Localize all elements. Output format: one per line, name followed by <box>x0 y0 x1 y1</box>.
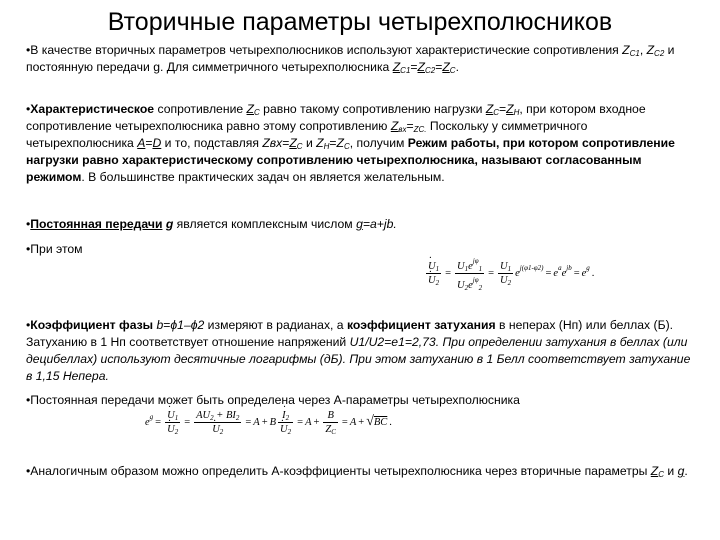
text: В качестве вторичных параметров четырехполюсников используют характеристические сопротивления <box>30 43 623 57</box>
sub: C1 <box>629 49 640 58</box>
operator: + <box>358 417 365 428</box>
bold-definition: Режим работы, при котором сопротивление нагрузки равно характеристическому сопротивлению четырехполюсника, называют согласованным режимом <box>26 136 675 184</box>
var-d: D <box>152 136 162 150</box>
sub: C <box>296 142 303 151</box>
text: = <box>410 60 418 74</box>
var-b: b <box>156 318 164 332</box>
var-e: e <box>515 267 520 279</box>
var-au: AU <box>196 410 211 421</box>
sub: 1 <box>478 265 483 273</box>
var-e: e <box>561 267 567 279</box>
text: сопротивление <box>154 102 247 116</box>
paragraph-propagation-constant <box>26 216 698 233</box>
sub: C <box>254 108 260 117</box>
sup: jφ <box>472 276 479 284</box>
paragraph-thus <box>26 241 698 258</box>
text: При этом <box>30 242 83 256</box>
var-u: · U <box>428 261 436 272</box>
var-e: e <box>553 267 559 279</box>
sqrt-sign: √ <box>366 413 374 429</box>
text: Аналогичным образом можно определить А-коэффициенты четырехполюсника через вторичные параметры <box>30 464 651 478</box>
var-z: Z <box>442 60 450 74</box>
sub: 2 <box>507 279 512 287</box>
text: равно такому сопротивлению нагрузки <box>259 102 486 116</box>
var-u: U <box>500 261 508 272</box>
sub: 2 <box>464 284 469 292</box>
var-g: g <box>677 464 685 478</box>
var-z: Z <box>650 464 659 478</box>
fraction <box>498 260 513 287</box>
operator: = <box>341 417 348 428</box>
text: . <box>455 60 459 74</box>
sup: g <box>149 412 154 421</box>
text: и <box>664 464 678 478</box>
text: . <box>684 464 688 478</box>
var-z: Z <box>392 60 401 74</box>
var-u: · U <box>167 410 175 421</box>
bold-term: Характеристическое <box>30 102 155 116</box>
var-a: A <box>137 136 146 150</box>
fraction <box>278 409 293 436</box>
var-z: Z <box>246 102 254 116</box>
sub: Н <box>513 108 520 117</box>
text: и то, подставляя <box>161 136 263 150</box>
var-zin: Zвх <box>262 136 283 150</box>
var-z: Z <box>417 60 425 74</box>
operator: = <box>488 268 495 279</box>
var-z: Z <box>622 43 630 57</box>
text: = <box>282 136 290 150</box>
paragraph-secondary-params <box>26 42 698 76</box>
var-z: Z <box>646 43 655 57</box>
text: =a+jb. <box>362 217 397 231</box>
sub: 2 <box>478 284 483 292</box>
text: в неперах (Нп) или беллах (Б). Затуханию в 1 Нп соответствует отношение напряжений <box>26 318 674 349</box>
operator: . <box>389 417 392 428</box>
sub: 1 <box>174 414 179 422</box>
var-e: e <box>581 267 587 279</box>
var-u: · U <box>212 424 220 435</box>
sub: C2 <box>424 66 436 75</box>
formula-voltage-ratio <box>424 255 596 292</box>
text: = <box>145 136 153 150</box>
operator: = <box>245 417 252 428</box>
text: , при котором входное сопротивление четырехполюсника равно этому сопротивлению <box>26 102 646 133</box>
operator: = <box>545 268 552 279</box>
bullet: • <box>26 242 31 256</box>
var-e: e <box>468 280 473 291</box>
var-phi: ϕ <box>190 318 198 332</box>
text: 2=e1=2,73. При определении затухания в беллах (или децибеллах) используют десятичные логарифмы (дБ). При этом затуханию в 1 Белл соответствует затухание в 1,15 Непера. <box>26 335 691 383</box>
sub: C <box>343 142 350 151</box>
sub: C1 <box>400 66 411 75</box>
var-u: U <box>349 335 359 349</box>
var-z: Z <box>485 102 494 116</box>
sub: C <box>449 66 456 75</box>
fraction <box>455 255 484 292</box>
bullet: • <box>26 393 31 407</box>
sub: 2 <box>174 428 179 436</box>
var-u: · U <box>280 424 288 435</box>
text: 1– <box>177 318 191 332</box>
operator: = <box>445 268 452 279</box>
sub: C <box>331 428 336 436</box>
var-a: A <box>305 416 312 428</box>
sup: a <box>558 263 562 272</box>
paragraph-a-coefficients <box>26 463 698 480</box>
var-i: · I <box>282 410 286 421</box>
sub: 1 <box>507 265 512 273</box>
text: = <box>329 136 337 150</box>
text: 1/ <box>358 335 369 349</box>
bold-term: коэффициент затухания <box>346 318 496 332</box>
sub: C2 <box>654 49 665 58</box>
var-e: e <box>468 261 473 272</box>
var-bi: + BI <box>213 410 236 421</box>
page-title: Вторичные параметры четырехполюсников <box>107 8 613 36</box>
text: является комплексным числом <box>173 217 357 231</box>
var-b: B <box>269 416 277 428</box>
var-z: Z <box>316 136 324 150</box>
var-z: Z <box>390 119 399 133</box>
operator: = <box>155 417 162 428</box>
text: , <box>639 43 647 57</box>
fraction <box>323 409 338 436</box>
operator: + <box>313 417 320 428</box>
text: измеряют в радианах, а <box>204 318 347 332</box>
bullet: • <box>26 318 31 332</box>
formula-a-params <box>145 409 394 436</box>
var-phi: ϕ <box>170 318 178 332</box>
text: = <box>435 60 443 74</box>
text: и постоянную передачи g. Для симметричного четырехполюсника <box>26 43 675 74</box>
var-g: g <box>356 217 363 231</box>
text: = <box>499 102 507 116</box>
bullet: • <box>26 43 31 57</box>
var-z: Z <box>289 136 297 150</box>
bold-term: Коэффициент фазы <box>30 318 154 332</box>
sub: вх <box>398 125 407 134</box>
sup: jb <box>566 263 572 272</box>
operator: = <box>573 268 580 279</box>
text: Постоянная передачи может быть определена через А-параметры четырехполюсника <box>30 393 520 407</box>
sup: jφ <box>472 257 479 265</box>
operator: . <box>591 268 595 279</box>
bullet: • <box>26 217 31 231</box>
operator: = <box>297 417 304 428</box>
text: = <box>163 318 171 332</box>
var-a: A <box>349 416 357 428</box>
bullet: • <box>26 102 31 116</box>
var-bc: BC <box>373 416 388 428</box>
paragraph-phase-attenuation <box>26 317 698 385</box>
sub: C <box>658 470 665 479</box>
sub: 2 <box>235 414 240 422</box>
text: , получим <box>349 136 408 150</box>
text: 2 <box>197 318 205 332</box>
var-z: Z <box>325 424 332 435</box>
var-u: · U <box>428 275 436 286</box>
var-u: U <box>500 275 508 286</box>
sub: C <box>493 108 500 117</box>
bullet: • <box>26 464 31 478</box>
var-a: A <box>253 416 260 428</box>
operator: + <box>261 417 268 428</box>
sub: 1 <box>435 265 440 273</box>
sub: 1 <box>464 265 469 273</box>
text: . В большинстве практических задач он является желательным. <box>81 170 445 184</box>
var-z: Z <box>336 136 344 150</box>
fraction <box>165 409 180 436</box>
sup: g <box>586 263 590 272</box>
operator: = <box>184 417 191 428</box>
text: = <box>406 119 414 133</box>
text: и <box>302 136 317 150</box>
sub: ZC. <box>413 125 427 134</box>
paragraph-via-a-params <box>26 392 698 409</box>
var-g: g <box>165 217 174 231</box>
sub: 2 <box>210 414 214 422</box>
sub: 2 <box>285 414 290 422</box>
sub: Н <box>323 142 330 151</box>
sub: 2 <box>287 428 292 436</box>
var-u: U <box>368 335 378 349</box>
var-b: B <box>327 410 334 421</box>
var-u: · U <box>167 424 175 435</box>
sup: j(φ1-φ2) <box>519 263 544 272</box>
fraction <box>194 409 241 436</box>
bold-term: Постоянная передачи <box>30 217 163 231</box>
paragraph-characteristic-impedance <box>26 101 698 186</box>
fraction <box>426 260 441 287</box>
var-z: Z <box>506 102 514 116</box>
sub: 2 <box>435 279 440 287</box>
var-e: e <box>145 416 150 428</box>
var-u: U <box>457 280 465 291</box>
sub: 2 <box>219 428 224 436</box>
var-u: U <box>457 261 465 272</box>
text: Поскольку у симметричного четырехполюсника <box>26 119 588 150</box>
